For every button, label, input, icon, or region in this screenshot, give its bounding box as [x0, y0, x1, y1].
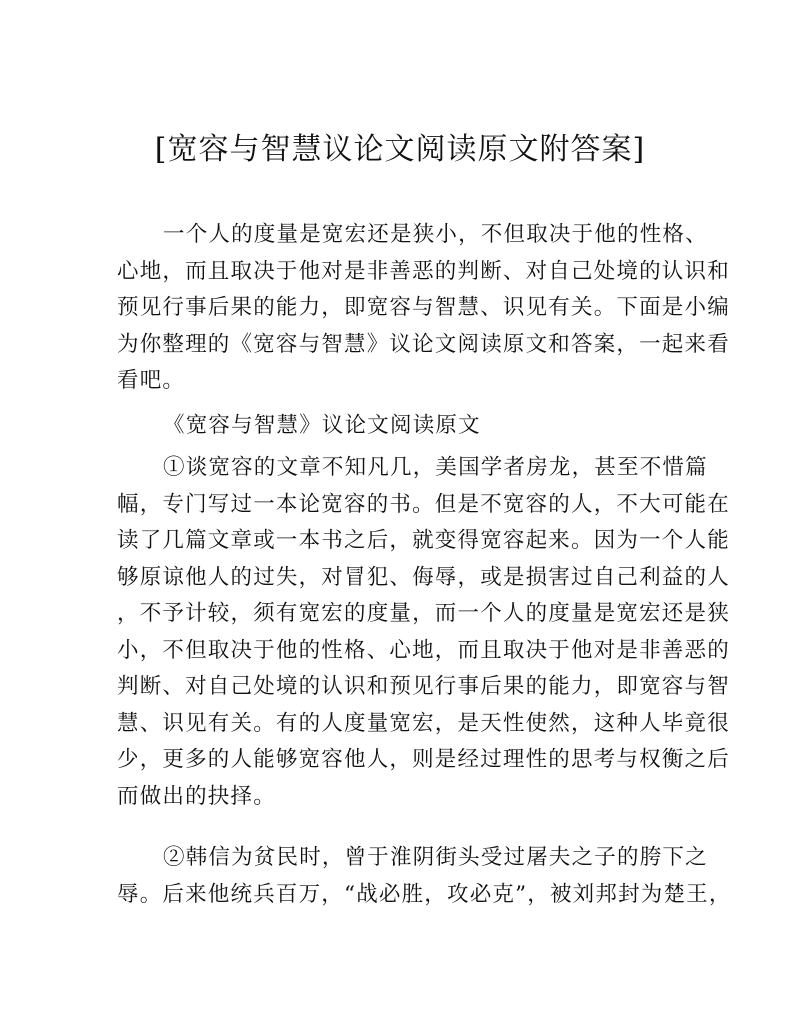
- text-line: 慧、识见有关。有的人度量宽宏，是天性使然，这种人毕竟很: [117, 710, 730, 736]
- text-line: 读了几篇文章或一本书之后，就变得宽容起来。因为一个人能: [117, 528, 730, 553]
- text-line: ，不予计较，须有宽宏的度量，而一个人的度量是宽宏还是狭: [117, 601, 730, 626]
- text-line: 心地，而且取决于他对是非善恶的判断、对自己处境的认识和: [117, 258, 730, 284]
- text-line: 够原谅他人的过失，对冒犯、侮辱，或是损害过自己利益的人: [117, 564, 730, 590]
- text-line: 少，更多的人能够宽容他人，则是经过理性的思考与权衡之后: [117, 747, 730, 772]
- paragraph-1: [117, 450, 730, 815]
- text-line: 幅，专门写过一本论宽容的书。但是不宽容的人，不大可能在: [117, 491, 730, 517]
- document-title: [宽容与智慧议论文阅读原文附答案]: [154, 132, 646, 167]
- text-line: 为你整理的《宽容与智慧》议论文阅读原文和答案，一起来看: [117, 331, 730, 357]
- text-line: 判断、对自己处境的认识和预见行事后果的能力，即宽容与智: [117, 674, 730, 699]
- text-line: 辱。后来他统兵百万，“战必胜，攻必克”，被刘邦封为楚王，: [117, 881, 732, 907]
- subheading-text: 《宽容与智慧》议论文阅读原文: [163, 413, 481, 438]
- text-line: ①谈宽容的文章不知凡几，美国学者房龙，甚至不惜篇: [163, 455, 708, 480]
- section-subheading: [117, 408, 687, 445]
- text-line: 一个人的度量是宽宏还是狭小，不但取决于他的性格、: [163, 222, 708, 247]
- paragraph-2: [117, 840, 732, 913]
- intro-paragraph: [117, 217, 730, 400]
- text-line: 而做出的抉择。: [117, 783, 276, 809]
- text-line: ②韩信为贫民时，曾于淮阴街头受过屠夫之子的胯下之: [163, 845, 708, 870]
- text-line: 看吧。: [117, 368, 186, 393]
- text-line: 小，不但取决于他的性格、心地，而且取决于他对是非善恶的: [117, 637, 730, 663]
- text-line: 预见行事后果的能力，即宽容与智慧、识见有关。下面是小编: [117, 295, 730, 320]
